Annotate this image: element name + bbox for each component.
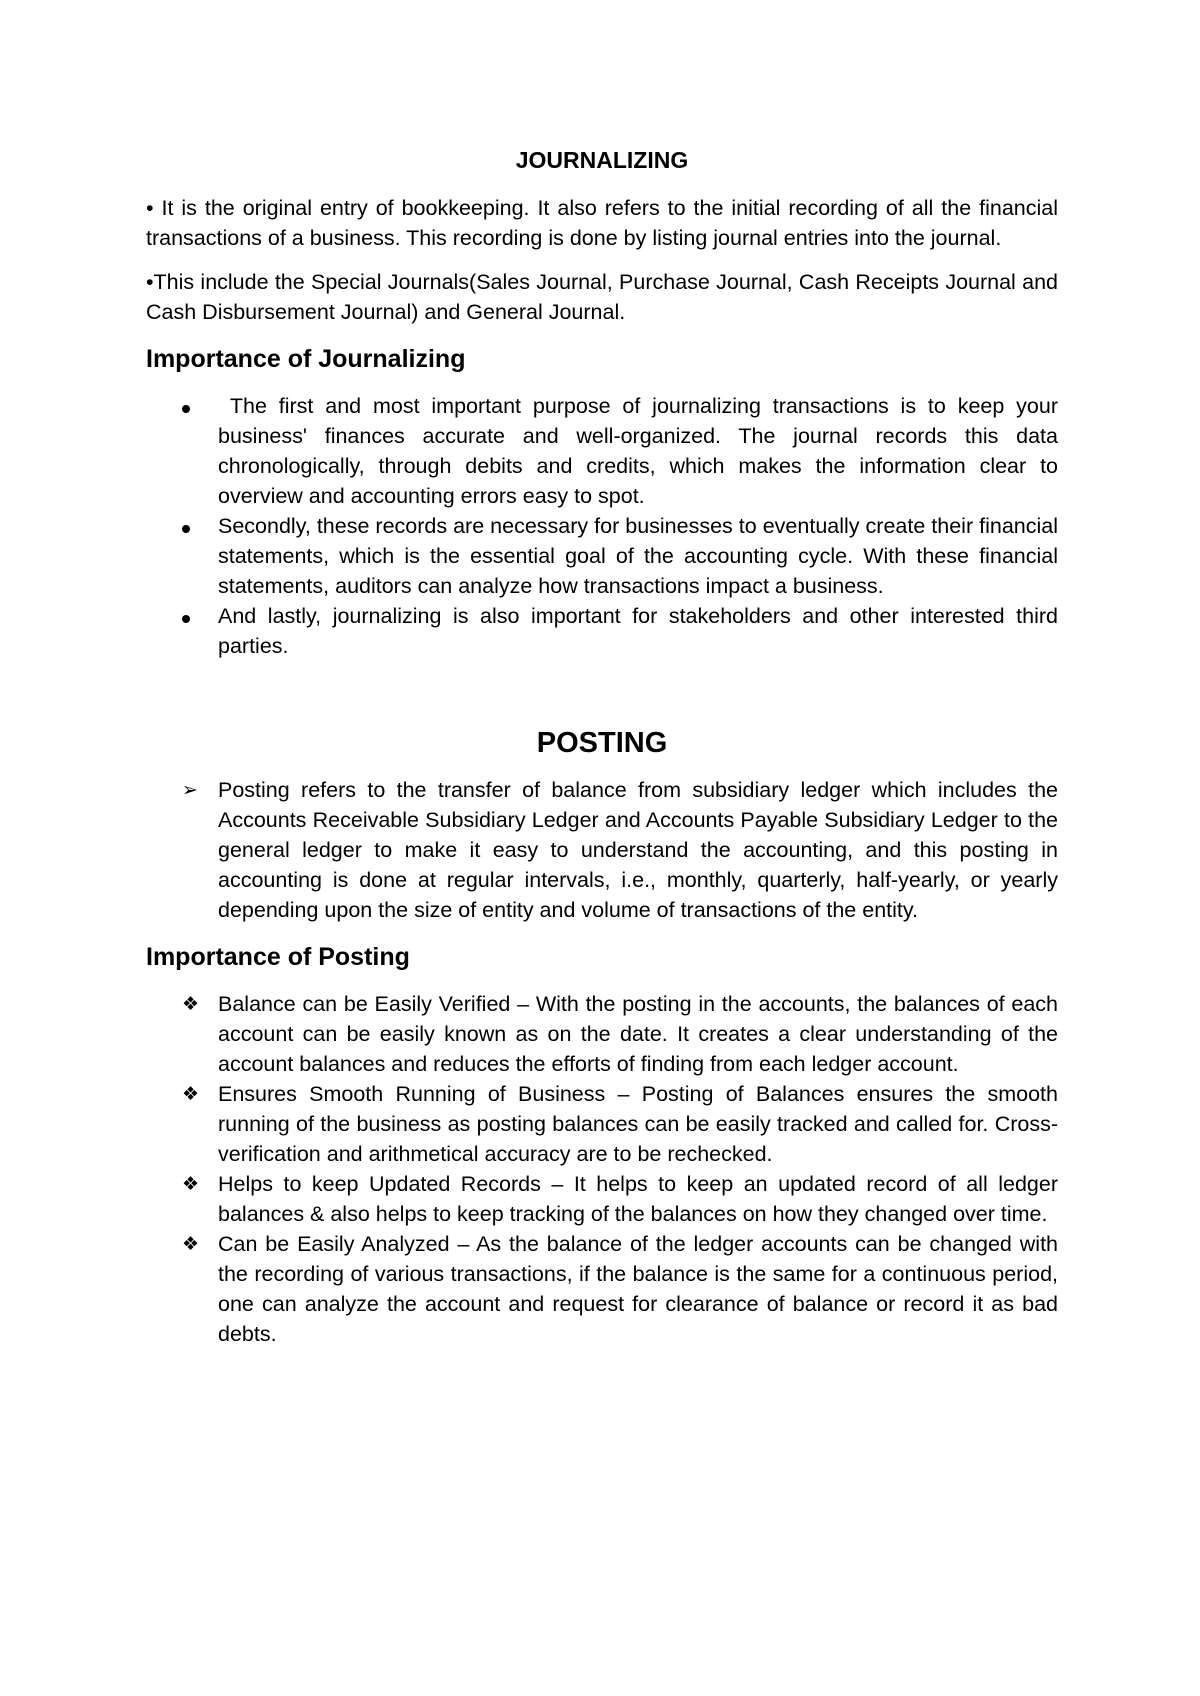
bullet-dot-icon xyxy=(182,511,208,541)
list-item-text: The first and most important purpose of journalizing transactions is to keep your business' finances accurate and well-organized. The journal records this data chronologically, through debits and credits, which makes the information clear to overview and accounting errors easy to spot. xyxy=(218,394,1064,508)
list-item xyxy=(146,1079,1058,1169)
list-item-text: And lastly, journalizing is also important for stakeholders and other interested third parties. xyxy=(218,604,1058,658)
list-item xyxy=(146,391,1064,511)
posting-title: POSTING xyxy=(536,727,668,759)
diamond-bullet-icon: ❖ xyxy=(182,993,200,1015)
list-item xyxy=(146,1229,1058,1349)
posting-importance-list xyxy=(146,989,1058,1349)
list-item-text: Ensures Smooth Running of Business – Posting of Balances ensures the smooth running of the business as posting balances can be easily tracked and called for. Cross-verification and arithmetical accuracy are to be rechecked. xyxy=(218,1082,1058,1166)
posting-definition-list xyxy=(146,775,1058,925)
document-content xyxy=(146,145,1064,1349)
importance-of-posting-heading: Importance of Posting xyxy=(146,943,410,971)
list-item xyxy=(146,511,1058,601)
bullet-dot-icon xyxy=(182,391,208,421)
list-item-text: Secondly, these records are necessary for businesses to eventually create their financial statements, which is the essential goal of the accounting cycle. With these financial statements, auditors can analyze how transactions impact a business. xyxy=(218,514,1058,598)
list-item-text: Can be Easily Analyzed – As the balance of the ledger accounts can be changed with the recording of various transactions, if the balance is the same for a continuous period, one can analyze the account and request for clearance of balance or record it as bad debts. xyxy=(218,1232,1058,1346)
journalizing-importance-list xyxy=(146,391,1064,661)
journalizing-paragraph-2: •This include the Special Journals(Sales Journal, Purchase Journal, Cash Receipts Journal and Cash Disbursement Journal) and General Journal. xyxy=(146,270,1058,324)
list-item-text: Helps to keep Updated Records – It helps to keep an updated record of all ledger balances & also helps to keep tracking of the balances on how they changed over time. xyxy=(218,1172,1058,1226)
diamond-bullet-icon: ❖ xyxy=(182,1233,200,1255)
journalizing-paragraph-1: • It is the original entry of bookkeeping. It also refers to the initial recording of all the financial transactions of a business. This recording is done by listing journal entries into the journal. xyxy=(146,196,1058,250)
list-item-text: Balance can be Easily Verified – With the posting in the accounts, the balances of each account can be easily known as on the date. It creates a clear understanding of the account balances and reduces the efforts of finding from each ledger account. xyxy=(218,992,1058,1076)
list-item xyxy=(146,775,1058,925)
journalizing-title: JOURNALIZING xyxy=(515,147,689,173)
diamond-bullet-icon: ❖ xyxy=(182,1083,200,1105)
arrow-bullet-icon: ➢ xyxy=(182,779,198,801)
importance-of-journalizing-heading: Importance of Journalizing xyxy=(146,345,466,373)
list-item xyxy=(146,1169,1058,1229)
diamond-bullet-icon: ❖ xyxy=(182,1173,200,1195)
list-item xyxy=(146,601,1058,661)
bullet-dot-icon xyxy=(182,601,208,631)
list-item-text: Posting refers to the transfer of balance from subsidiary ledger which includes the Accounts Receivable Subsidiary Ledger and Accounts Payable Subsidiary Ledger to the general ledger to make it easy to understand the accounting, and this posting in accounting is done at regular intervals, i.e., monthly, quarterly, half-yearly, or yearly depending upon the size of entity and volume of transactions of the entity. xyxy=(218,778,1058,922)
list-item xyxy=(146,989,1058,1079)
